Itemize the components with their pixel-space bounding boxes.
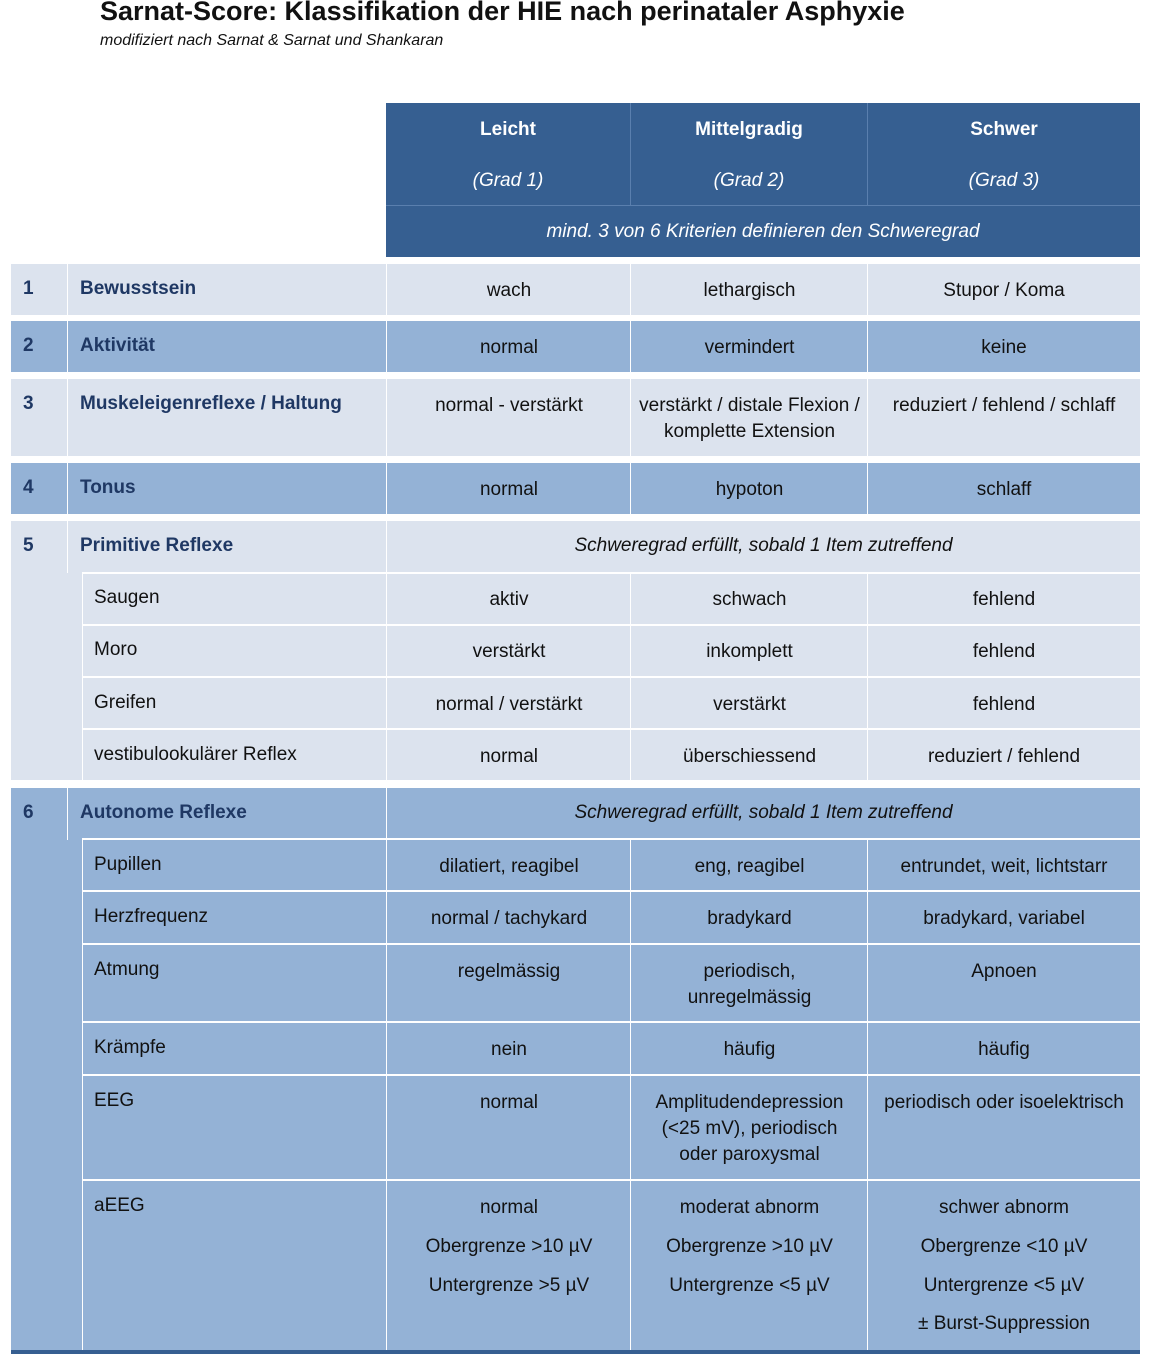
criterion-name: Bewusstsein	[80, 278, 197, 299]
value-grade-1: normal	[479, 479, 539, 500]
bottom-rule	[11, 1350, 1140, 1354]
aeeg-grade-3-line: Untergrenze <5 µV	[923, 1275, 1085, 1296]
row-number: 2	[23, 335, 34, 356]
value-grade-1: regelmässig	[457, 961, 561, 982]
sub-item-name: Saugen	[94, 587, 160, 608]
value-grade-3: häufig	[978, 1039, 1030, 1060]
value-grade-1: aktiv	[489, 589, 529, 610]
aeeg-grade-3-line: Obergrenze <10 µV	[920, 1236, 1088, 1257]
sub-item-name: EEG	[94, 1090, 135, 1111]
value-grade-3: fehlend	[972, 589, 1036, 610]
header-label: Mittelgradig	[695, 119, 803, 140]
aeeg-grade-3-line: ± Burst-Suppression	[917, 1313, 1090, 1334]
criterion-name: Autonome Reflexe	[80, 802, 247, 823]
aeeg-grade-2-line: Obergrenze >10 µV	[666, 1236, 833, 1257]
criterion-name: Primitive Reflexe	[80, 535, 234, 556]
value-grade-2: inkomplett	[706, 641, 793, 662]
header-grade: (Grad 2)	[713, 170, 785, 191]
value-grade-1: normal	[479, 337, 539, 358]
value-grade-1: normal	[479, 746, 539, 767]
value-grade-3: periodisch oder isoelektrisch	[884, 1092, 1124, 1113]
value-grade-3: reduziert / fehlend	[927, 746, 1081, 767]
header-col-leicht	[386, 103, 631, 205]
value-grade-3: schlaff	[976, 479, 1032, 500]
aeeg-grade-1-line: Untergrenze >5 µV	[428, 1275, 590, 1296]
value-grade-3: fehlend	[972, 694, 1036, 715]
value-grade-2: vermindert	[704, 337, 795, 358]
header-col-schwer	[868, 103, 1140, 205]
page-title: Sarnat-Score: Klassifikation der HIE nach perinataler Asphyxie	[100, 0, 905, 26]
row-number: 1	[23, 278, 34, 299]
value-grade-3: entrundet, weit, lichtstarr	[900, 856, 1108, 877]
value-grade-2: periodisch, unregelmässig	[687, 961, 812, 1008]
value-grade-2: lethargisch	[703, 280, 796, 301]
criterion-name: Aktivität	[80, 335, 155, 356]
row-number: 6	[23, 802, 34, 823]
value-grade-3: Apnoen	[971, 961, 1037, 982]
value-grade-2: verstärkt / distale Flexion / komplette Extension	[639, 395, 860, 442]
value-grade-3: keine	[981, 337, 1027, 358]
aeeg-grade-2-line: moderat abnorm	[679, 1197, 820, 1218]
header-grade: (Grad 1)	[472, 170, 544, 191]
page-subtitle: modifiziert nach Sarnat & Sarnat und Shankaran	[100, 32, 444, 49]
sub-item-name: aEEG	[94, 1195, 145, 1216]
value-grade-2: hypoton	[715, 479, 784, 500]
value-grade-3: fehlend	[972, 641, 1036, 662]
value-grade-1: normal	[479, 1092, 539, 1113]
sub-item-name: Atmung	[94, 959, 160, 980]
header-label: Leicht	[480, 119, 536, 140]
criterion-note: Schweregrad erfüllt, sobald 1 Item zutreffend	[574, 535, 953, 556]
value-grade-2: verstärkt	[713, 694, 786, 715]
value-grade-2: häufig	[723, 1039, 776, 1060]
aeeg-grade-2-line: Untergrenze <5 µV	[669, 1275, 830, 1296]
value-grade-2: schwach	[712, 589, 787, 610]
row-number: 5	[23, 535, 34, 556]
row-number: 3	[23, 393, 34, 414]
sub-item-name: Krämpfe	[94, 1037, 166, 1058]
header-grade: (Grad 3)	[968, 170, 1040, 191]
row-number: 4	[23, 477, 34, 498]
sub-item-name: Greifen	[94, 692, 157, 713]
value-grade-1: normal - verstärkt	[435, 395, 583, 416]
value-grade-1: normal / tachykard	[430, 908, 588, 929]
value-grade-1: dilatiert, reagibel	[439, 856, 579, 877]
value-grade-3: reduziert / fehlend / schlaff	[892, 395, 1116, 416]
sub-item-name: Pupillen	[94, 854, 162, 875]
sub-item-name: Moro	[94, 639, 138, 660]
header-note: mind. 3 von 6 Kriterien definieren den Schweregrad	[386, 205, 1140, 258]
value-grade-1: normal / verstärkt	[435, 694, 583, 715]
value-grade-1: wach	[486, 280, 532, 301]
value-grade-2: Amplitudendepression (<25 mV), periodisch oder paroxysmal	[655, 1092, 844, 1165]
criterion-name: Tonus	[80, 477, 136, 498]
aeeg-grade-1-line: Obergrenze >10 µV	[425, 1236, 593, 1257]
criterion-name: Muskeleigenreflexe / Haltung	[80, 393, 342, 414]
sub-item-name: vestibulookulärer Reflex	[94, 744, 297, 765]
header-label: Schwer	[970, 119, 1038, 140]
value-grade-2: überschiessend	[682, 746, 817, 767]
criterion-note: Schweregrad erfüllt, sobald 1 Item zutreffend	[574, 802, 953, 823]
value-grade-3: Stupor / Koma	[943, 280, 1065, 301]
aeeg-grade-1-line: normal	[479, 1197, 539, 1218]
value-grade-1: verstärkt	[472, 641, 546, 662]
sub-item-name: Herzfrequenz	[94, 906, 209, 927]
header-col-mittelgradig	[631, 103, 868, 205]
grade-header	[386, 103, 1140, 257]
value-grade-3: bradykard, variabel	[923, 908, 1085, 929]
value-grade-1: nein	[491, 1039, 527, 1060]
value-grade-2: eng, reagibel	[694, 856, 805, 877]
aeeg-grade-3-line: schwer abnorm	[939, 1197, 1069, 1218]
value-grade-2: bradykard	[707, 908, 792, 929]
